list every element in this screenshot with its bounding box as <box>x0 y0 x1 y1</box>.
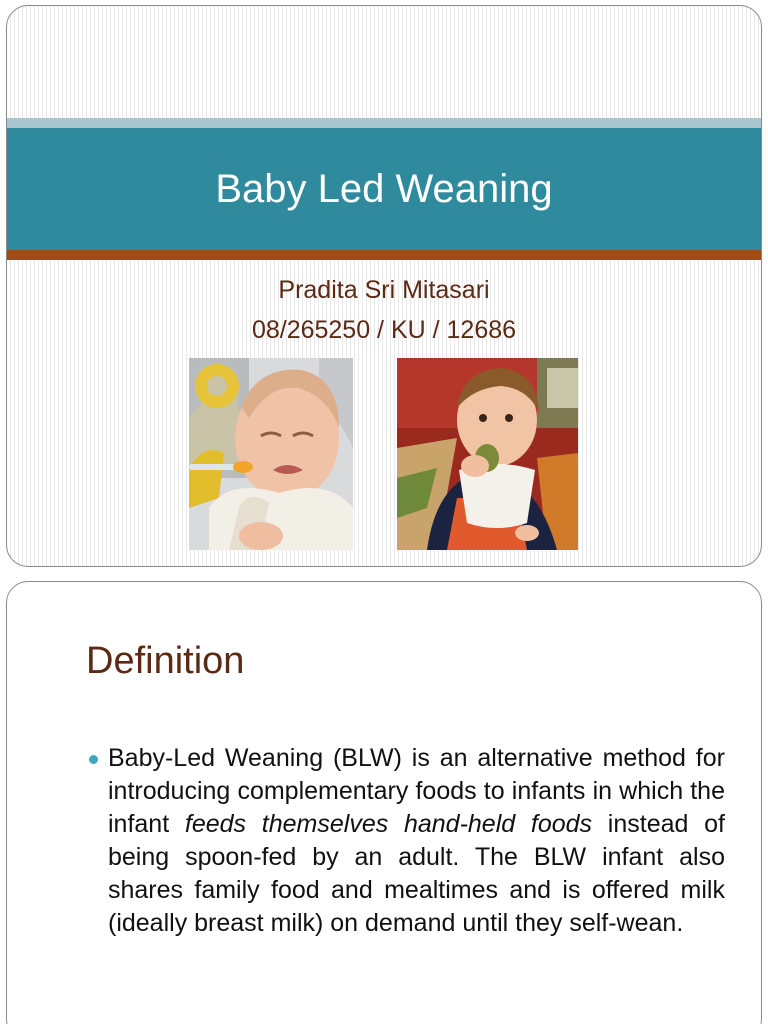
bullet-item <box>89 742 725 940</box>
title-top-stripe <box>7 118 761 128</box>
student-id: 08/265250 / KU / 12686 <box>251 316 517 344</box>
title-bottom-stripe <box>7 250 761 260</box>
slide-title: Baby Led Weaning <box>215 166 553 211</box>
bullet-dot-icon <box>89 755 98 764</box>
title-slide <box>6 5 762 567</box>
author-name: Pradita Sri Mitasari <box>278 276 490 304</box>
definition-heading: Definition <box>86 640 245 682</box>
bullet-text-italic: feeds themselves hand-held foods <box>184 810 593 838</box>
bullet-text-part1: Baby-Led Weaning (BLW) is an alternative method for introducing complementary foods to infants in which the infant <box>108 744 725 838</box>
baby-spoon-fed-photo <box>189 358 353 550</box>
bullet-text <box>108 742 725 940</box>
definition-slide <box>6 581 762 1024</box>
bullet-text-part2: instead of being spoon-fed by an adult. The BLW infant also shares family food and mealtimes and is offered milk (ideally breast milk) on demand until they self-wean. <box>108 810 725 937</box>
baby-self-feeding-photo <box>397 358 578 550</box>
title-band <box>7 128 761 250</box>
